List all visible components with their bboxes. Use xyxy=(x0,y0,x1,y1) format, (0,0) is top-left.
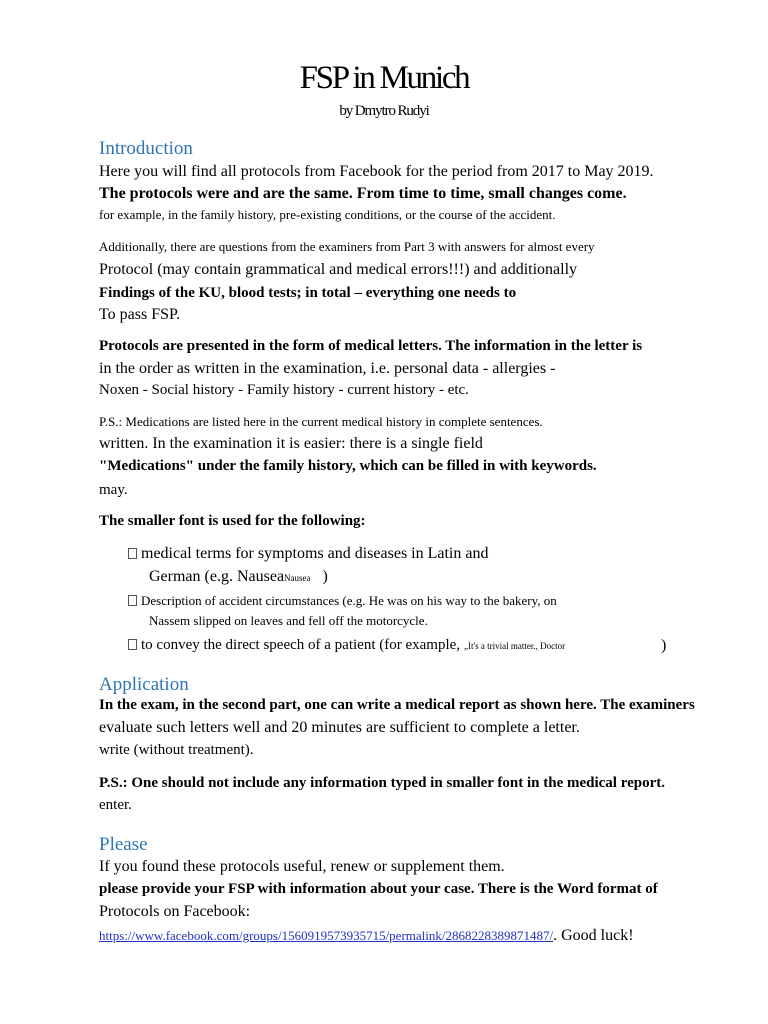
intro-line: in the order as written in the examination, i.e. personal data - allergies - xyxy=(99,360,556,377)
intro-line: written. In the examination it is easier: there is a single field xyxy=(99,435,483,452)
intro-line: Noxen - Social history - Family history - current history - etc. xyxy=(99,382,469,398)
closing-text: . Good luck! xyxy=(553,927,634,944)
application-line: In the exam, in the second part, one can write a medical report as shown here. The examiners xyxy=(99,697,695,713)
bullet-item xyxy=(128,546,488,562)
intro-line: Additionally, there are questions from the examiners from Part 3 with answers for almost every xyxy=(99,239,595,254)
please-line: please provide your FSP with information about your case. There is the Word format of xyxy=(99,881,658,897)
please-heading: Please xyxy=(99,834,148,855)
small-font-term: Nausea xyxy=(284,573,311,583)
intro-line: for example, in the family history, pre-existing conditions, or the course of the accident. xyxy=(99,207,556,222)
bullet-text: Description of accident circumstances (e.g. He was on his way to the bakery, on xyxy=(141,593,557,608)
small-font-quote: „It's a trivial matter., Doctor xyxy=(464,641,566,651)
bullet-text: German (e.g. Nausea xyxy=(149,568,285,585)
application-heading: Application xyxy=(99,674,189,695)
please-line: If you found these protocols useful, renew or supplement them. xyxy=(99,858,505,875)
please-line: Protocols on Facebook: xyxy=(99,903,251,920)
application-line: write (without treatment). xyxy=(99,742,254,758)
intro-line: Protocols are presented in the form of medical letters. The information in the letter is xyxy=(99,338,643,354)
intro-line: Here you will find all protocols from Facebook for the period from 2017 to May 2019. xyxy=(99,163,654,180)
facebook-link-line xyxy=(99,928,634,944)
bullet-close-paren: ) xyxy=(322,568,328,585)
checkbox-bullet-icon xyxy=(128,548,137,559)
bullet-text: to convey the direct speech of a patient (for example, xyxy=(141,637,461,653)
application-line: evaluate such letters well and 20 minutes are sufficient to complete a letter. xyxy=(99,719,580,736)
bullet-item xyxy=(128,637,565,653)
application-line: enter. xyxy=(99,797,132,813)
checkbox-bullet-icon xyxy=(128,639,137,650)
application-line: P.S.: One should not include any information typed in smaller font in the medical report. xyxy=(99,775,666,791)
intro-line: "Medications" under the family history, which can be filled in with keywords. xyxy=(99,458,597,474)
intro-line: Findings of the KU, blood tests; in total – everything one needs to xyxy=(99,285,517,301)
intro-line: The smaller font is used for the following: xyxy=(99,513,366,529)
bullet-text: medical terms for symptoms and diseases in Latin and xyxy=(141,545,489,562)
bullet-close-paren: ) xyxy=(661,637,667,654)
bullet-item xyxy=(128,593,557,609)
author-byline: by Dmytro Rudyi xyxy=(339,103,429,119)
checkbox-bullet-icon xyxy=(128,595,137,606)
bullet-continuation xyxy=(149,569,328,585)
intro-line: To pass FSP. xyxy=(99,306,181,323)
intro-line: P.S.: Medications are listed here in the current medical history in complete sentences. xyxy=(99,414,543,429)
bullet-continuation: Nassem slipped on leaves and fell off the motorcycle. xyxy=(149,613,428,628)
intro-line: may. xyxy=(99,482,128,498)
facebook-group-link[interactable]: https://www.facebook.com/groups/1560919573935715/permalink/2868228389871487/ xyxy=(99,928,554,943)
document-title: FSP in Munich xyxy=(299,60,469,96)
intro-line: Protocol (may contain grammatical and medical errors!!!) and additionally xyxy=(99,261,578,278)
introduction-heading: Introduction xyxy=(99,138,193,159)
intro-line: The protocols were and are the same. From time to time, small changes come. xyxy=(99,185,627,202)
